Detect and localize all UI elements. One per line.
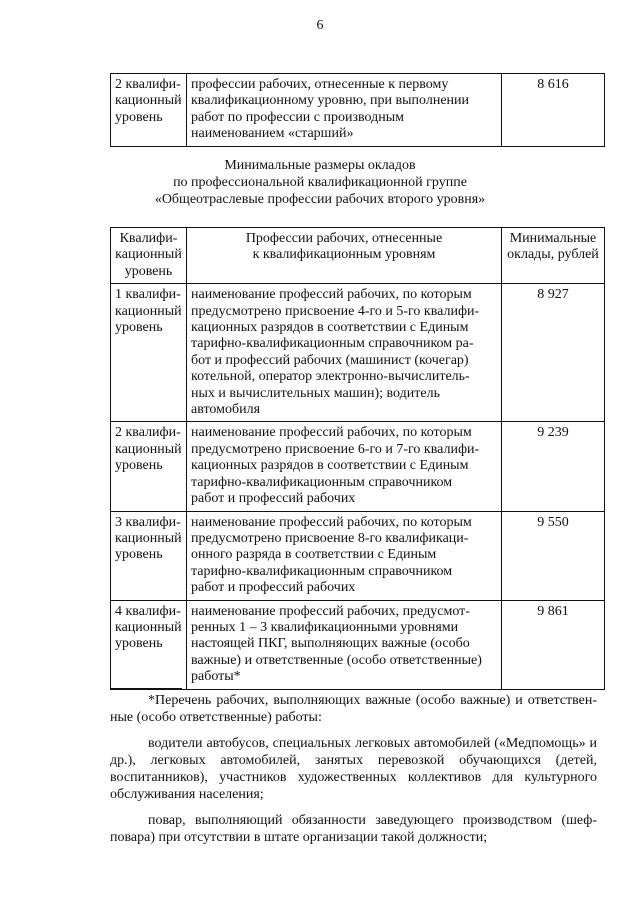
continuation-table-body xyxy=(111,74,605,147)
footnote-divider xyxy=(110,688,182,689)
description-text: профессии рабочих, отнесенные к первому квалификационному уровню, при выполнении работ по профессии с производным наименованием «старший» xyxy=(191,77,470,142)
table-row xyxy=(111,74,605,147)
level-cell xyxy=(111,74,187,147)
salary-table xyxy=(110,227,605,690)
section-heading-line-1: Минимальные размеры окладов xyxy=(224,158,416,173)
description-text: наименование профессий рабочих, по которым предусмотрено присвоение 8-го квалификаци- онного разряда в соответствии с Единым тарифно-квалификационным справочником работ и профессий рабочих xyxy=(191,514,472,596)
salary-text: 8 616 xyxy=(537,77,569,92)
level-cell xyxy=(111,600,187,689)
salary-text: 9 861 xyxy=(537,603,569,619)
header-description-text: Профессии рабочих, отнесенные к квалификационным уровням xyxy=(245,231,443,263)
salary-table-header xyxy=(111,228,605,284)
table-row xyxy=(111,600,605,689)
footnote xyxy=(110,692,597,855)
description-text: наименование профессий рабочих, по которым предусмотрено присвоение 6-го и 7-го квалифи- кационных разрядов в соответствии с Единым тарифно-квалификационным справочником работ и профессий рабочих xyxy=(191,425,480,507)
section-heading-line-3: «Общеотраслевые профессии рабочих второго уровня» xyxy=(154,192,486,207)
section-heading-line-2: по профессиональной квалификационной группе xyxy=(173,175,467,190)
salary-cell xyxy=(502,284,605,422)
description-cell xyxy=(187,284,502,422)
footnote-paragraph: водители автобусов, специальных легковых автомобилей («Медпомощь» и др.), легковых автомобилей, занятых перевозкой обучающихся (детей, воспитанников), участников художественных коллективов для культурного обслуживания населения; xyxy=(110,736,597,802)
salary-table-body xyxy=(111,284,605,689)
table-row xyxy=(111,422,605,511)
level-text: 2 квалифи- кационный уровень xyxy=(115,77,182,125)
header-salary-text: Минимальные оклады, рублей xyxy=(507,231,599,263)
salary-text: 8 927 xyxy=(537,287,569,303)
salary-cell xyxy=(502,422,605,511)
header-level xyxy=(111,228,187,284)
level-cell xyxy=(111,422,187,511)
header-level-text: Квалифи- кационный уровень xyxy=(115,231,182,279)
level-cell xyxy=(111,511,187,600)
footnote-paragraph: *Перечень рабочих, выполняющих важные (особо важные) и ответствен-ные (особо ответственные) работы: xyxy=(110,693,597,725)
salary-cell xyxy=(502,511,605,600)
description-cell xyxy=(187,422,502,511)
header-row xyxy=(111,228,605,284)
description-cell xyxy=(187,600,502,689)
level-text: 1 квалифи- кационный уровень xyxy=(115,287,182,336)
level-text: 4 квалифи- кационный уровень xyxy=(115,603,182,652)
level-cell xyxy=(111,284,187,422)
header-salary xyxy=(502,228,605,284)
description-text: наименование профессий рабочих, по которым предусмотрено присвоение 4-го и 5-го квалифи- кационных разрядов в соответствии с Единым тарифно-квалификационным справочником ра- бот и профессий рабочих (машинист (кочегар) котельной, оператор электронно-вычислитель- ных и вычислительных машин); водитель автомобиля xyxy=(191,287,480,418)
salary-text: 9 239 xyxy=(537,425,569,441)
footnote-paragraph: повар, выполняющий обязанности заведующего производством (шеф-повара) при отсутствии в штате организации такой должности; xyxy=(110,813,597,845)
description-text: наименование профессий рабочих, предусмот- ренных 1 – 3 квалификационными уровнями настоящей ПКГ, выполняющих важные (особо важные) и ответственные (особо ответственные) работы* xyxy=(191,603,482,685)
salary-cell xyxy=(502,74,605,147)
level-text: 2 квалифи- кационный уровень xyxy=(115,425,182,474)
header-description xyxy=(187,228,502,284)
salary-text: 9 550 xyxy=(537,514,569,530)
level-text: 3 квалифи- кационный уровень xyxy=(115,514,182,563)
continuation-table xyxy=(110,73,605,147)
salary-cell xyxy=(502,600,605,689)
description-cell xyxy=(187,511,502,600)
table-row xyxy=(111,511,605,600)
page-number: 6 xyxy=(316,18,324,33)
description-cell xyxy=(187,74,502,147)
table-row xyxy=(111,284,605,422)
